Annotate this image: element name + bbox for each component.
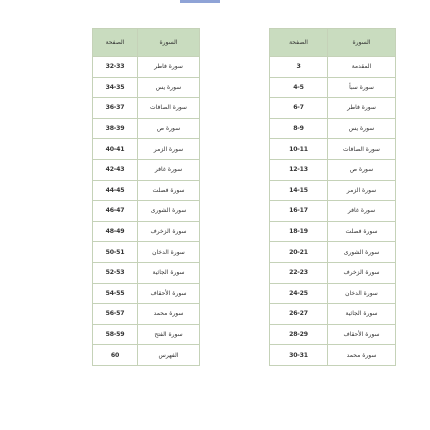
page-range-cell: 22-23 <box>270 262 328 283</box>
index-tables <box>0 28 430 366</box>
page-range-cell: 8-9 <box>270 118 328 139</box>
surah-name-cell: سورة ص <box>138 118 200 139</box>
page-range-cell: 44-45 <box>93 180 138 201</box>
page-range-cell: 54-55 <box>93 283 138 304</box>
table-row <box>93 304 200 325</box>
table-row <box>270 77 396 98</box>
page-range-cell: 50-51 <box>93 242 138 263</box>
page-range-cell: 32-33 <box>93 57 138 78</box>
page-range-cell: 30-31 <box>270 345 328 366</box>
table-header-row <box>93 29 200 57</box>
table-row <box>270 345 396 366</box>
table-row <box>270 324 396 345</box>
top-accent-bar <box>180 0 220 3</box>
table-row <box>93 57 200 78</box>
table-row <box>270 262 396 283</box>
surah-name-cell: سورة فصلت <box>328 221 396 242</box>
surah-name-cell: سورة الصافات <box>328 139 396 160</box>
surah-name-cell: سورة يس <box>328 118 396 139</box>
table-row <box>270 98 396 119</box>
table-row <box>93 262 200 283</box>
table-row <box>93 283 200 304</box>
table-row <box>93 98 200 119</box>
surah-name-cell: سورة الدخان <box>138 242 200 263</box>
header-page: الصفحة <box>270 29 328 57</box>
page-range-cell: 38-39 <box>93 118 138 139</box>
header-surah: السورة <box>138 29 200 57</box>
surah-name-cell: الفهرس <box>138 345 200 366</box>
surah-name-cell: سورة ص <box>328 159 396 180</box>
header-surah: السورة <box>328 29 396 57</box>
table-row <box>93 118 200 139</box>
table-row <box>93 324 200 345</box>
surah-name-cell: سورة الأحقاف <box>328 324 396 345</box>
surah-name-cell: سورة الزخرف <box>328 262 396 283</box>
surah-name-cell: سورة يس <box>138 77 200 98</box>
surah-name-cell: سورة الأحقاف <box>138 283 200 304</box>
page-range-cell: 48-49 <box>93 221 138 242</box>
index-table-left <box>92 28 200 366</box>
surah-name-cell: سورة الدخان <box>328 283 396 304</box>
page-range-cell: 16-17 <box>270 201 328 222</box>
table-row <box>93 201 200 222</box>
index-table-right <box>269 28 396 366</box>
table-row <box>270 283 396 304</box>
surah-name-cell: سورة الشورى <box>328 242 396 263</box>
surah-name-cell: سورة الجاثية <box>138 262 200 283</box>
surah-name-cell: سورة الزخرف <box>138 221 200 242</box>
surah-name-cell: المقدمة <box>328 57 396 78</box>
page-range-cell: 3 <box>270 57 328 78</box>
page-range-cell: 58-59 <box>93 324 138 345</box>
table-row <box>270 221 396 242</box>
page-range-cell: 26-27 <box>270 304 328 325</box>
surah-name-cell: سورة محمد <box>328 345 396 366</box>
surah-name-cell: سورة الجاثية <box>328 304 396 325</box>
table-header-row <box>270 29 396 57</box>
surah-name-cell: سورة الصافات <box>138 98 200 119</box>
table-row <box>270 201 396 222</box>
page-range-cell: 12-13 <box>270 159 328 180</box>
index-table-left-body <box>93 57 200 366</box>
page-range-cell: 42-43 <box>93 159 138 180</box>
surah-name-cell: سورة فاطر <box>138 57 200 78</box>
page-range-cell: 18-19 <box>270 221 328 242</box>
table-row <box>93 242 200 263</box>
table-row <box>93 221 200 242</box>
table-row <box>270 242 396 263</box>
page-range-cell: 6-7 <box>270 98 328 119</box>
surah-name-cell: سورة الزمر <box>138 139 200 160</box>
page-range-cell: 24-25 <box>270 283 328 304</box>
page-range-cell: 56-57 <box>93 304 138 325</box>
surah-name-cell: سورة فاطر <box>328 98 396 119</box>
page-range-cell: 34-35 <box>93 77 138 98</box>
page-range-cell: 36-37 <box>93 98 138 119</box>
surah-name-cell: سورة فصلت <box>138 180 200 201</box>
page-range-cell: 46-47 <box>93 201 138 222</box>
table-row <box>93 345 200 366</box>
index-table-right-body <box>270 57 396 366</box>
header-page: الصفحة <box>93 29 138 57</box>
table-row <box>270 304 396 325</box>
page-range-cell: 14-15 <box>270 180 328 201</box>
surah-name-cell: سورة سبأ <box>328 77 396 98</box>
table-row <box>270 57 396 78</box>
page-range-cell: 10-11 <box>270 139 328 160</box>
surah-name-cell: سورة الفتح <box>138 324 200 345</box>
page-range-cell: 4-5 <box>270 77 328 98</box>
page-range-cell: 52-53 <box>93 262 138 283</box>
table-row <box>93 159 200 180</box>
surah-name-cell: سورة غافر <box>328 201 396 222</box>
table-row <box>270 180 396 201</box>
surah-name-cell: سورة الشورى <box>138 201 200 222</box>
page-range-cell: 60 <box>93 345 138 366</box>
table-row <box>270 139 396 160</box>
page-range-cell: 28-29 <box>270 324 328 345</box>
surah-name-cell: سورة الزمر <box>328 180 396 201</box>
table-row <box>270 159 396 180</box>
table-row <box>93 77 200 98</box>
page-range-cell: 20-21 <box>270 242 328 263</box>
surah-name-cell: سورة محمد <box>138 304 200 325</box>
page-range-cell: 40-41 <box>93 139 138 160</box>
table-row <box>93 139 200 160</box>
table-row <box>270 118 396 139</box>
surah-name-cell: سورة غافر <box>138 159 200 180</box>
table-row <box>93 180 200 201</box>
